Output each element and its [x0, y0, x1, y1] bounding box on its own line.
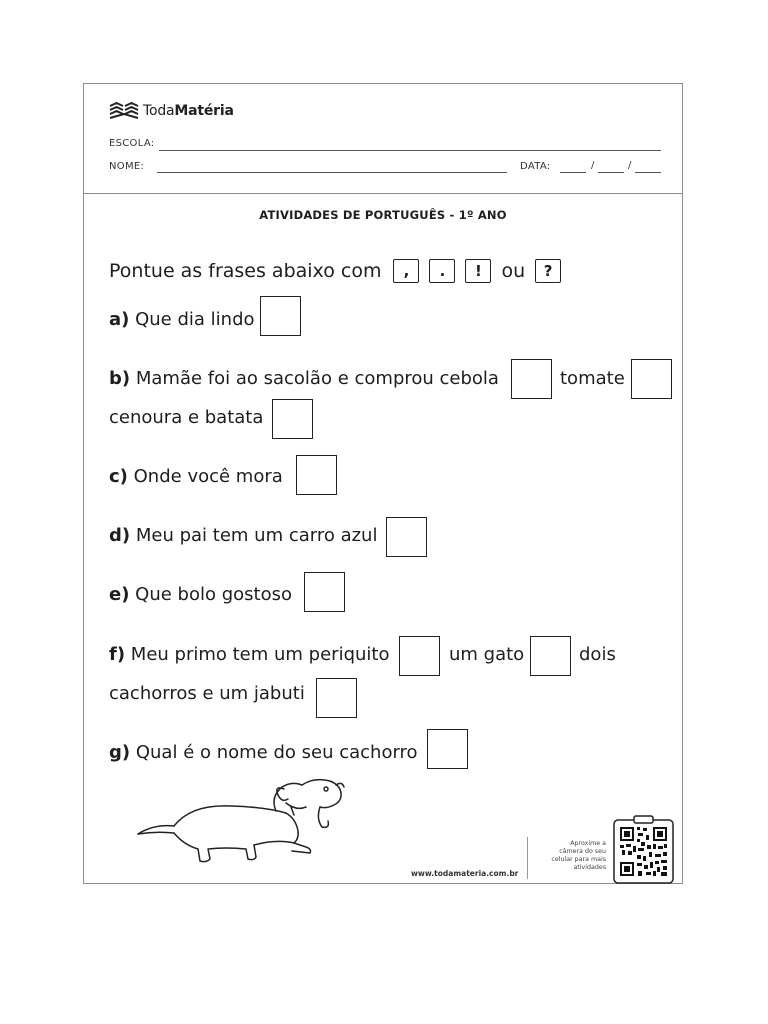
qr-caption-line: atividades	[573, 864, 606, 871]
answer-box-c[interactable]	[296, 455, 337, 495]
answer-box-b2[interactable]	[631, 359, 672, 399]
date-label: DATA:	[520, 161, 551, 172]
answer-box-a[interactable]	[260, 296, 301, 336]
date-month-field[interactable]	[598, 172, 624, 173]
question-symbol: ?	[535, 259, 561, 283]
question-letter: b)	[109, 368, 131, 389]
dog-illustration	[136, 779, 361, 869]
question-text: Qual é o nome do seu cachorro	[135, 742, 418, 763]
qr-caption-line: celular para mais	[551, 856, 606, 863]
question-c	[109, 466, 283, 487]
question-f-text2: um gato	[449, 644, 525, 665]
question-f-text3: dois	[579, 644, 616, 665]
brand-logo	[109, 101, 234, 121]
question-text: Onde você mora	[133, 466, 283, 487]
question-f	[109, 644, 390, 665]
instruction-or: ou	[501, 260, 526, 282]
answer-box-e[interactable]	[304, 572, 345, 612]
question-e	[109, 584, 292, 605]
period-symbol: .	[429, 259, 455, 283]
exclamation-symbol: !	[465, 259, 491, 283]
school-field[interactable]	[159, 150, 661, 151]
name-field[interactable]	[157, 172, 507, 173]
question-b-text2: tomate	[560, 368, 625, 389]
date-separator: /	[628, 160, 632, 171]
question-letter: g)	[109, 742, 131, 763]
instruction	[109, 256, 561, 286]
brand-name	[143, 103, 234, 119]
question-b	[109, 368, 499, 389]
qr-code[interactable]	[613, 815, 674, 884]
question-letter: e)	[109, 584, 130, 605]
question-letter: f)	[109, 644, 126, 665]
question-text: Meu pai tem um carro azul	[135, 525, 378, 546]
instruction-text: Pontue as frases abaixo com	[109, 260, 382, 282]
comma-symbol: ,	[393, 259, 419, 283]
question-d	[109, 525, 377, 546]
date-year-field[interactable]	[635, 172, 661, 173]
book-icon	[109, 102, 139, 120]
qr-caption-line: câmera do seu	[559, 848, 606, 855]
footer-divider	[527, 837, 528, 879]
school-label: ESCOLA:	[109, 138, 155, 149]
answer-box-b3[interactable]	[272, 399, 313, 439]
answer-box-b1[interactable]	[511, 359, 552, 399]
question-f-text4: cachorros e um jabuti	[109, 683, 305, 704]
answer-box-f1[interactable]	[399, 636, 440, 676]
brand-name-light: Toda	[143, 103, 175, 119]
worksheet	[83, 83, 683, 884]
worksheet-title: ATIVIDADES DE PORTUGUÊS - 1º ANO	[259, 208, 507, 222]
question-text: Que dia lindo	[135, 309, 255, 330]
answer-box-f3[interactable]	[316, 678, 357, 718]
answer-box-f2[interactable]	[530, 636, 571, 676]
brand-name-bold: Matéria	[174, 103, 234, 119]
date-separator: /	[591, 160, 595, 171]
question-letter: c)	[109, 466, 128, 487]
question-letter: a)	[109, 309, 130, 330]
name-label: NOME:	[109, 161, 145, 172]
website-url[interactable]: www.todamateria.com.br	[411, 869, 519, 878]
answer-box-d[interactable]	[386, 517, 427, 557]
question-text: Que bolo gostoso	[135, 584, 292, 605]
date-day-field[interactable]	[560, 172, 586, 173]
question-text: Mamãe foi ao sacolão e comprou cebola	[135, 368, 499, 389]
question-g	[109, 742, 418, 763]
question-a	[109, 309, 255, 330]
answer-box-g[interactable]	[427, 729, 468, 769]
worksheet-header	[84, 84, 682, 194]
qr-caption-line: Aproxime a	[570, 840, 606, 847]
question-b-text3: cenoura e batata	[109, 407, 264, 428]
question-text: Meu primo tem um periquito	[130, 644, 390, 665]
qr-caption	[531, 840, 606, 872]
question-letter: d)	[109, 525, 131, 546]
